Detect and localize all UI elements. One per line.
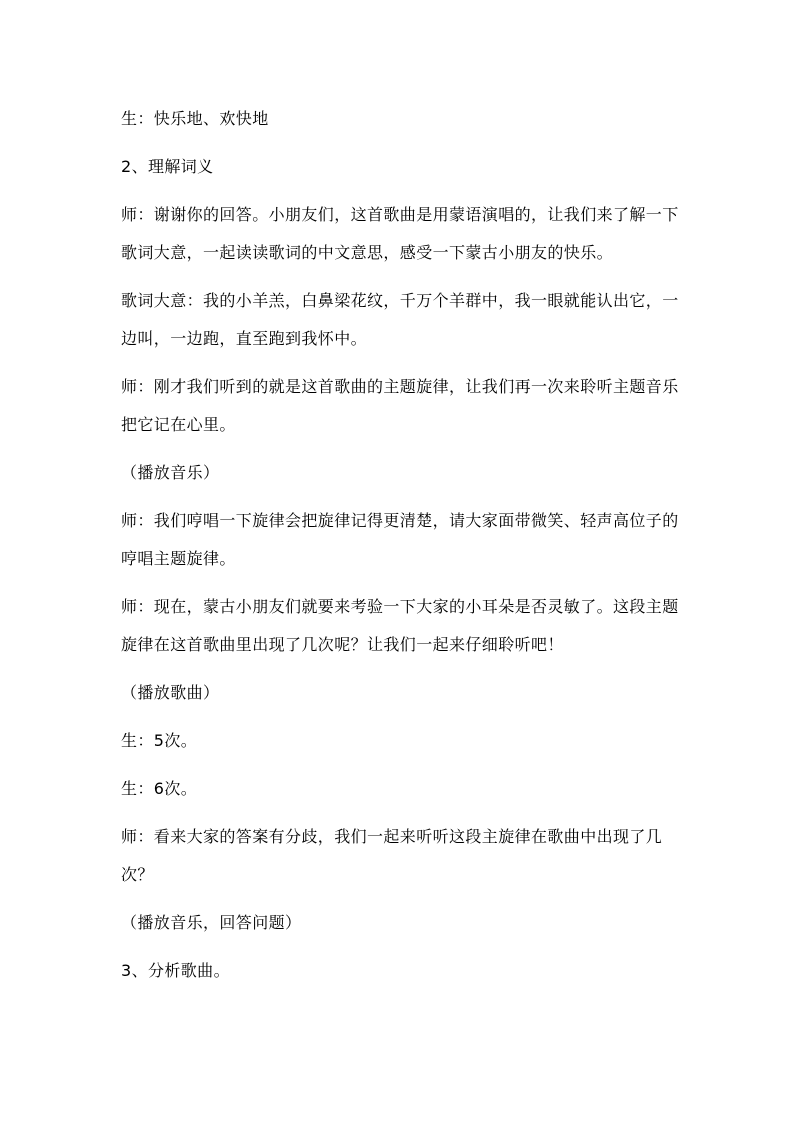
teacher-paragraph: 师：谢谢你的回答。小朋友们，这首歌曲是用蒙语演唱的，让我们来了解一下歌词大意，一起读读歌词的中文意思，感受一下蒙古小朋友的快乐。 xyxy=(121,205,679,262)
document-body xyxy=(121,100,681,1000)
student-answer-paragraph: 生：5次。 xyxy=(121,731,198,750)
student-answer-paragraph: 生：6次。 xyxy=(121,779,198,798)
stage-direction: （播放歌曲） xyxy=(121,683,220,702)
section-heading-2: 2、理解词义 xyxy=(121,157,214,176)
stage-direction: （播放音乐，回答问题） xyxy=(121,913,302,932)
stage-direction: （播放音乐） xyxy=(121,463,220,482)
teacher-paragraph: 师：我们哼唱一下旋律会把旋律记得更清楚，请大家面带微笑、轻声高位子的哼唱主题旋律。 xyxy=(121,511,679,568)
teacher-paragraph: 师：看来大家的答案有分歧，我们一起来听听这段主旋律在歌曲中出现了几次？ xyxy=(121,827,663,884)
teacher-paragraph: 师：现在，蒙古小朋友们就要来考验一下大家的小耳朵是否灵敏了。这段主题旋律在这首歌曲里出现了几次呢？让我们一起来仔细聆听吧！ xyxy=(121,597,679,654)
lyrics-meaning-paragraph: 歌词大意：我的小羊羔，白鼻梁花纹，千万个羊群中，我一眼就能认出它，一边叫，一边跑，直至跑到我怀中。 xyxy=(121,291,679,348)
teacher-paragraph: 师：刚才我们听到的就是这首歌曲的主题旋律，让我们再一次来聆听主题音乐把它记在心里。 xyxy=(121,377,679,434)
section-heading-3: 3、分析歌曲。 xyxy=(121,961,230,980)
student-answer-paragraph: 生：快乐地、欢快地 xyxy=(121,109,269,128)
